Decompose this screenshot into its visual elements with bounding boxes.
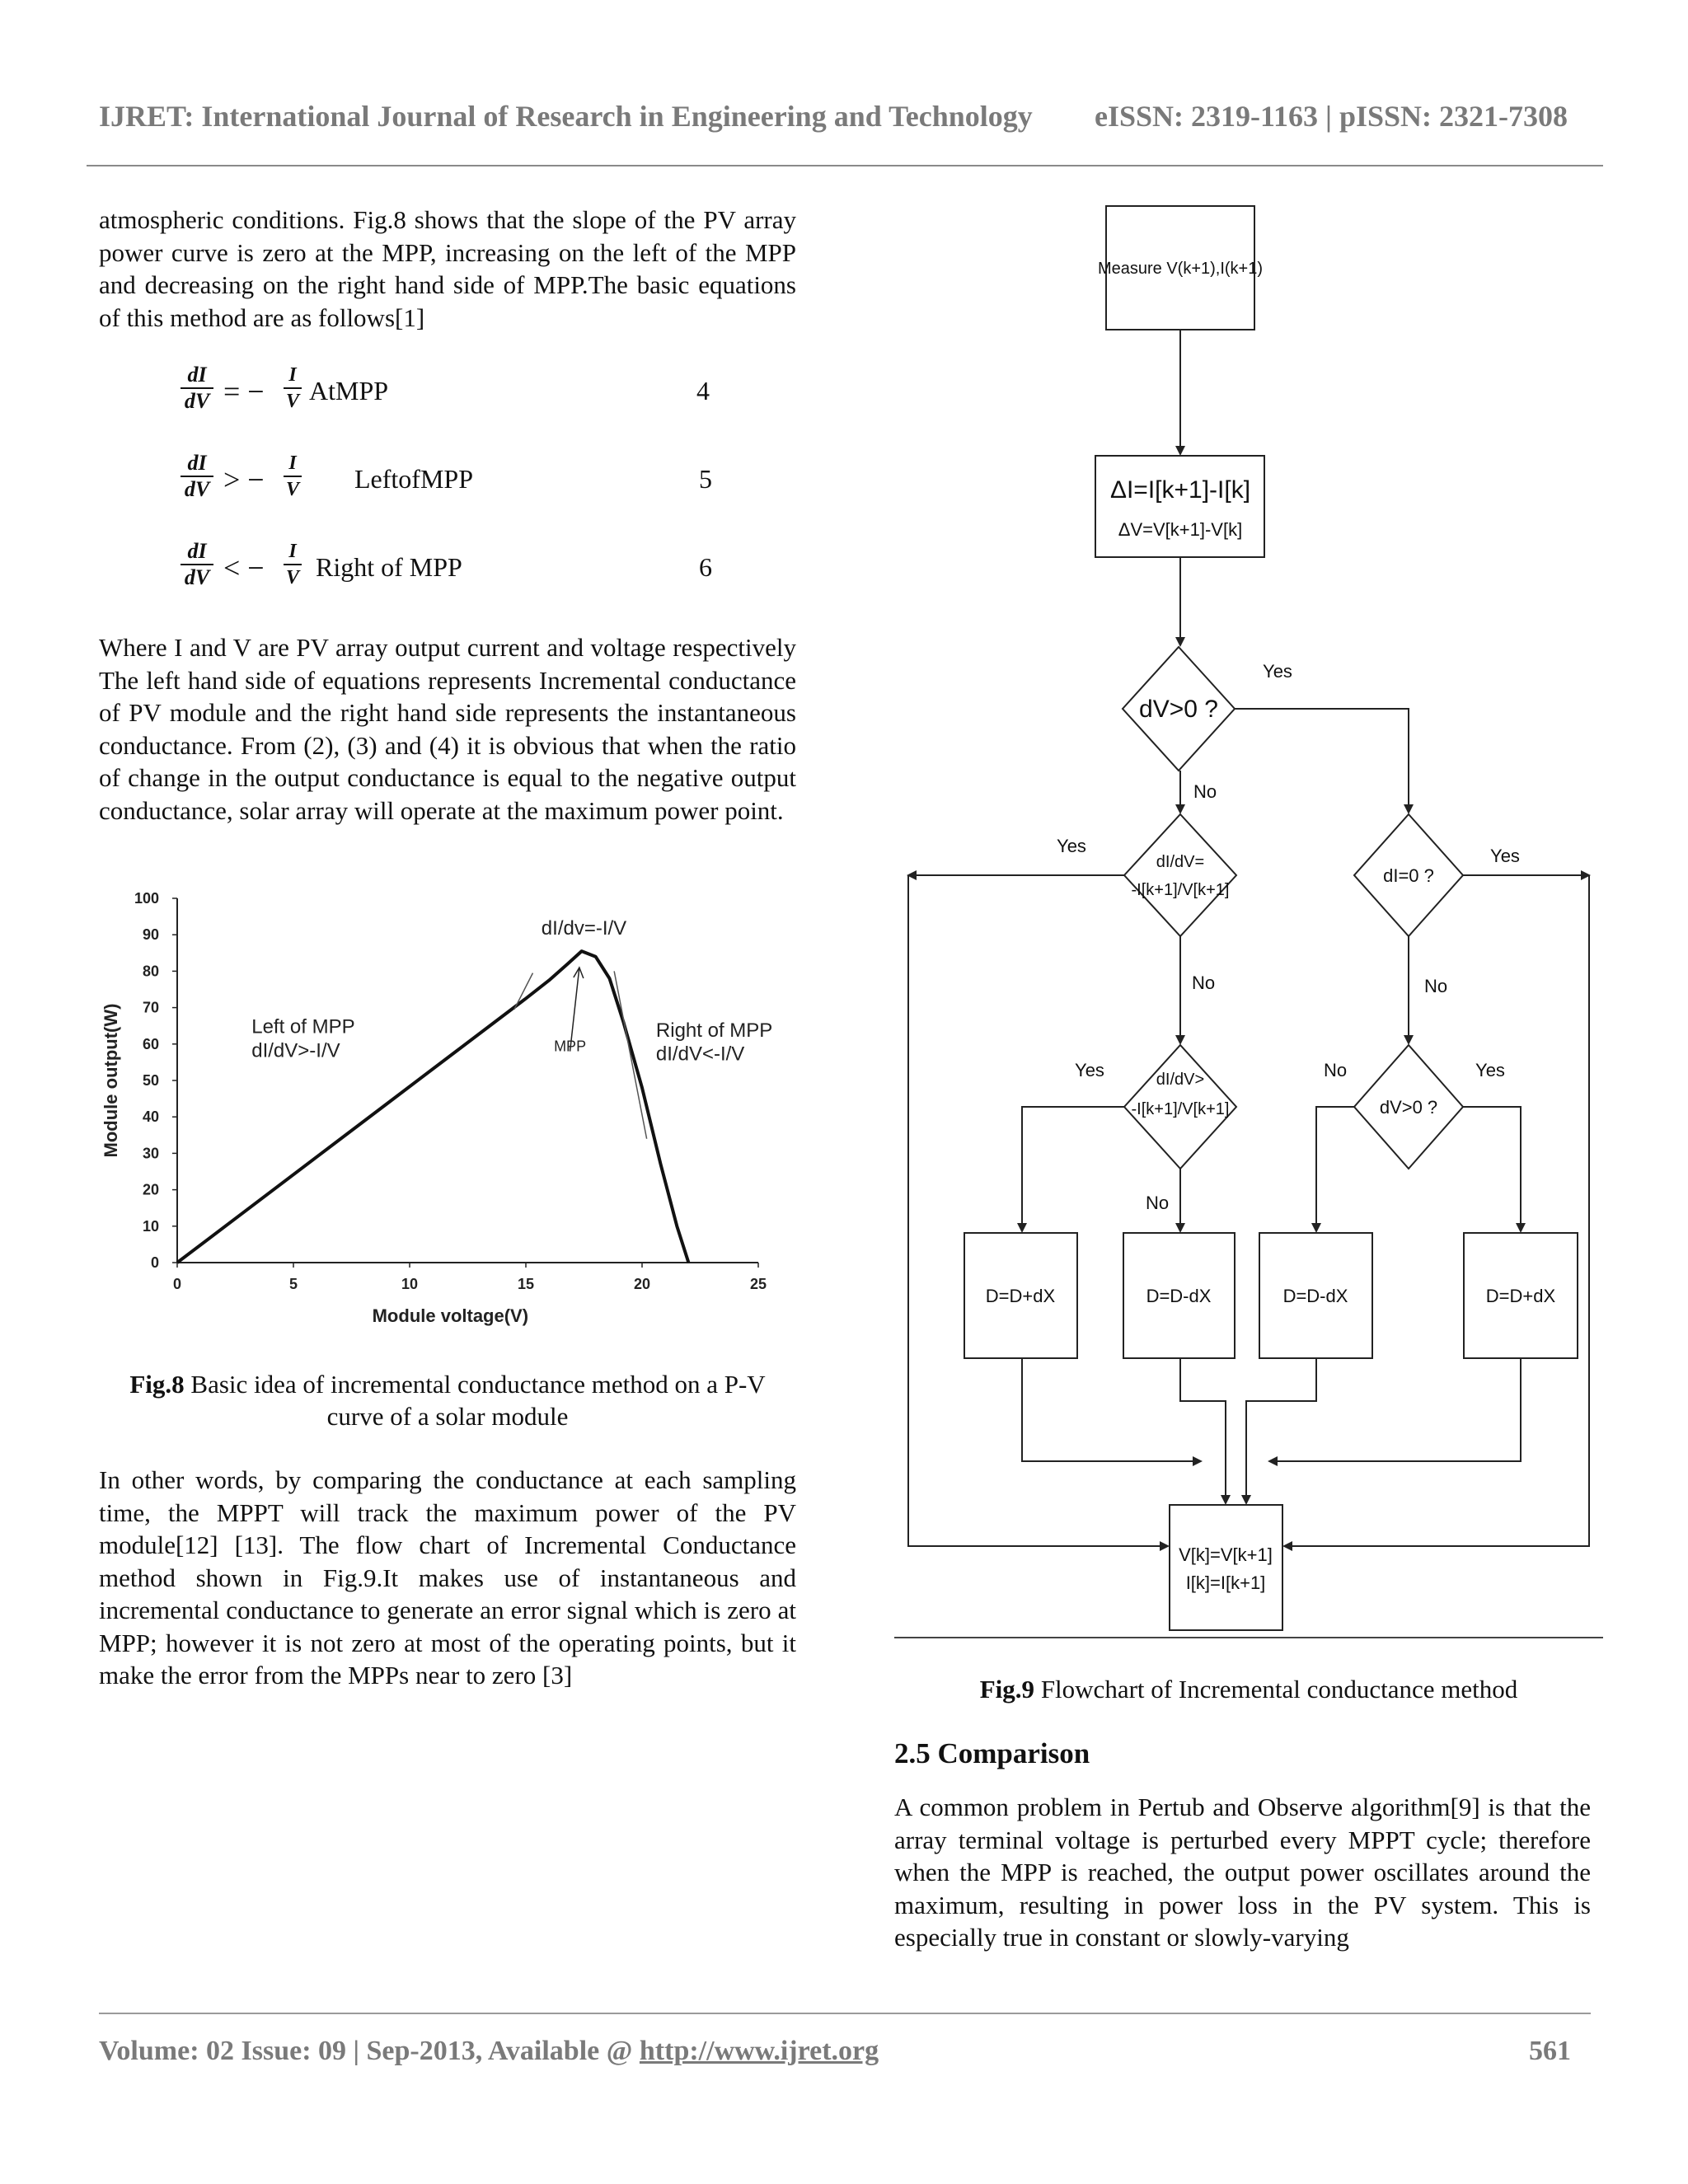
equation-4: dI dV = − I V AtMPP 4 bbox=[177, 363, 721, 420]
x-tick-label: 0 bbox=[172, 1276, 182, 1292]
x-tick-label: 20 bbox=[633, 1276, 651, 1292]
x-tick-label: 5 bbox=[288, 1276, 298, 1292]
paragraph-flowchart-intro: In other words, by comparing the conductance at each sampling time, the MPPT will track the maximum power of the PV module[12] [13]. The flow chart of Incremental Conductance method shown in Fig.9.It makes use of instantaneous and incremental conductance to generate an error signal which is zero at MPP; however it is not zero at most of the operating points, but it make the error from the MPPs near to zero [3] bbox=[99, 1465, 796, 1690]
yes-label: Yes bbox=[1075, 1060, 1104, 1080]
left-annotation-line2: dI/dV>-I/V bbox=[251, 1039, 340, 1062]
dv-test-label: dV>0 ? bbox=[1139, 696, 1218, 723]
eq-lhs: dI dV bbox=[177, 539, 217, 590]
no-label: No bbox=[1191, 972, 1216, 993]
yes-label: Yes bbox=[1490, 846, 1520, 866]
yes-label: Yes bbox=[1263, 661, 1292, 682]
journal-title: IJRET: International Journal of Research in Engineering and Technology bbox=[99, 100, 1033, 133]
delta-v-label: ΔV=V[k+1]-V[k] bbox=[1118, 519, 1243, 540]
box4-label: D=D+dX bbox=[1485, 1286, 1556, 1306]
eq-rhs: I V bbox=[280, 451, 305, 502]
y-axis-label: Module output(W) bbox=[101, 1003, 121, 1158]
footer: Volume: 02 Issue: 09 | Sep-2013, Available @ http://www.ijret.org bbox=[99, 2036, 879, 2066]
eq-label: AtMPP bbox=[309, 376, 389, 405]
didv-gt-label-2: -I[k+1]/V[k+1] bbox=[1131, 1100, 1230, 1118]
left-annotation-line1: Left of MPP bbox=[251, 1015, 355, 1038]
y-tick-label: 60 bbox=[142, 1035, 159, 1052]
section-title: 2.5 Comparison bbox=[894, 1737, 1090, 1769]
box3-label: D=D-dX bbox=[1282, 1286, 1348, 1306]
right-annotation-line2: dI/dV<-I/V bbox=[655, 1043, 745, 1066]
yes-label: Yes bbox=[1475, 1060, 1505, 1080]
eq-label: Right of MPP bbox=[316, 552, 462, 582]
eq-number: 5 bbox=[699, 464, 712, 494]
no-label: No bbox=[1193, 781, 1217, 802]
delta-i-label: ΔI=I[k+1]-I[k] bbox=[1109, 476, 1251, 504]
eq-lhs: dI dV bbox=[177, 363, 217, 414]
eq-label: LeftofMPP bbox=[354, 464, 473, 494]
x-tick-label: 25 bbox=[749, 1276, 767, 1292]
fig9-caption: Fig.9 Flowchart of Incremental conductance method bbox=[979, 1675, 1518, 1704]
issn: eISSN: 2319-1163 | pISSN: 2321-7308 bbox=[1095, 100, 1568, 133]
update-box bbox=[1170, 1505, 1282, 1630]
y-tick-label: 20 bbox=[142, 1181, 159, 1198]
didv-eq-label-2: -I[k+1]/V[k+1] bbox=[1131, 881, 1230, 899]
y-tick-label: 0 bbox=[150, 1254, 159, 1271]
di-zero-label: dI=0 ? bbox=[1383, 865, 1434, 886]
eq-rhs: I V bbox=[280, 363, 305, 414]
delta-box bbox=[1095, 456, 1264, 557]
footer-divider bbox=[99, 2013, 1591, 2014]
x-tick-label: 15 bbox=[517, 1276, 535, 1292]
box2-label: D=D-dX bbox=[1146, 1286, 1212, 1306]
fig9-divider bbox=[894, 1637, 1603, 1638]
right-annotation-line1: Right of MPP bbox=[655, 1019, 773, 1042]
yes-label: Yes bbox=[1057, 836, 1086, 856]
y-tick-label: 40 bbox=[142, 1108, 159, 1126]
y-tick-label: 90 bbox=[142, 926, 159, 944]
fig8-caption: Fig.8 Basic idea of incremental conductance method on a P-V curve of a solar module bbox=[129, 1370, 766, 1431]
paragraph-comparison: A common problem in Pertub and Observe algorithm[9] is that the array terminal voltage is perturbed every MPPT cycle; therefore when the MPP is reached, the output power oscillates around the maximum, resulting in power loss in the PV system. This is especially true in constant or slowly-varying bbox=[894, 1793, 1591, 1952]
dv-test2-label: dV>0 ? bbox=[1379, 1097, 1438, 1118]
didv-gt-label-1: dI/dV> bbox=[1156, 1071, 1205, 1089]
no-label: No bbox=[1145, 1193, 1170, 1213]
didv-eq-label-1: dI/dV= bbox=[1156, 853, 1205, 871]
decision-didv-equal bbox=[1124, 814, 1236, 936]
peak-annotation: dI/dv=-I/V bbox=[541, 917, 627, 940]
update-label-2: I[k]=I[k+1] bbox=[1185, 1572, 1266, 1593]
paragraph-explanation: Where I and V are PV array output current and voltage respectively The left hand side of equations represents Incremental conductance of PV module and the right hand side represents the instantaneous conductance. From (2), (3) and (4) it is obvious that when the ratio of change in the output conductance is equal to the negative output conductance, solar array will operate at the maximum power point. bbox=[99, 633, 796, 825]
no-label: No bbox=[1323, 1060, 1348, 1080]
eq-number: 6 bbox=[699, 552, 712, 582]
box1-label: D=D+dX bbox=[985, 1286, 1056, 1306]
x-axis-label: Module voltage(V) bbox=[372, 1305, 529, 1326]
update-label-1: V[k]=V[k+1] bbox=[1179, 1544, 1273, 1565]
y-tick-label: 10 bbox=[142, 1217, 159, 1235]
equation-6: dI dV < − I V Right of MPP 6 bbox=[177, 539, 721, 597]
equation-5: dI dV > − I V LeftofMPP 5 bbox=[177, 451, 721, 509]
y-tick-label: 50 bbox=[142, 1072, 159, 1089]
x-tick-label: 10 bbox=[401, 1276, 419, 1292]
y-tick-label: 80 bbox=[142, 963, 159, 980]
no-label: No bbox=[1423, 976, 1448, 996]
paragraph-intro: atmospheric conditions. Fig.8 shows that the slope of the PV array power curve is zero at the MPP, increasing on the left of the MPP and decreasing on the right hand side of MPP.The basic equations of this method are as follows[1] bbox=[99, 205, 796, 332]
eq-rhs: I V bbox=[280, 539, 305, 590]
y-tick-label: 70 bbox=[142, 999, 159, 1016]
y-tick-label: 30 bbox=[142, 1145, 159, 1162]
measure-label: Measure V(k+1),I(k+1) bbox=[1097, 260, 1264, 278]
journal-link[interactable]: http://www.ijret.org bbox=[639, 2036, 879, 2066]
eq-number: 4 bbox=[696, 376, 710, 405]
mpp-annotation: MPP bbox=[554, 1038, 587, 1055]
page-number: 561 bbox=[1529, 2036, 1571, 2066]
y-tick-label: 100 bbox=[134, 890, 159, 907]
eq-lhs: dI dV bbox=[177, 451, 217, 502]
